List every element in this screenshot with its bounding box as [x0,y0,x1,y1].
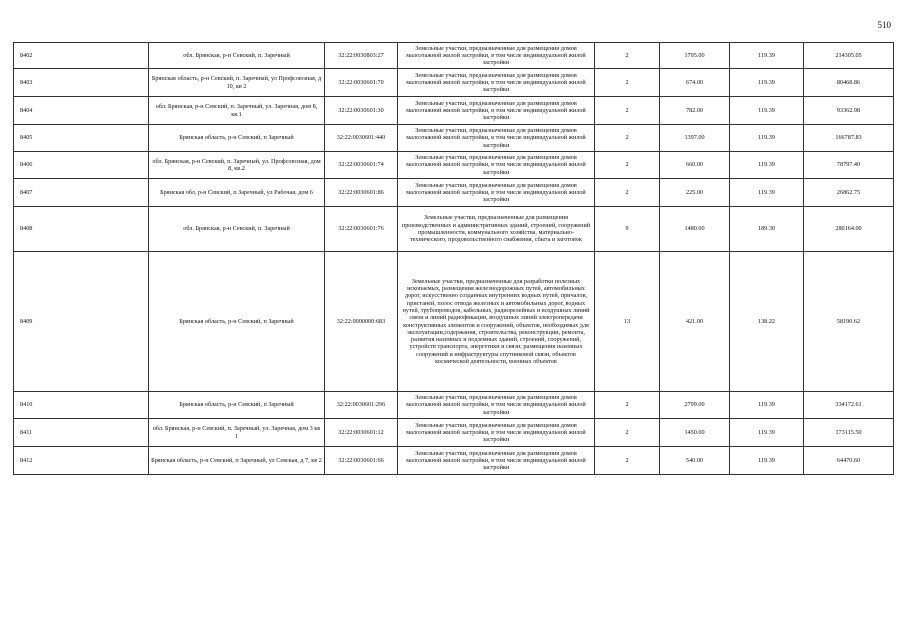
address-cell: обл. Брянская, р-н Севский, п. Заречный [149,43,325,69]
cadastral-number-cell: 32:22:0030601:74 [325,152,398,179]
cadastral-number-cell: 32:22:0030601:66 [325,447,398,475]
table-body [14,43,894,475]
rate-cell: 119.39 [730,69,804,97]
area-cell: 660.00 [660,152,730,179]
cadastral-value-cell: 166787.83 [804,125,894,152]
cadastral-number-cell: 32:22:0030601:70 [325,69,398,97]
row-number-cell: 8408 [14,207,149,252]
row-number-cell: 8407 [14,179,149,207]
cadastral-value-cell: 280164.00 [804,207,894,252]
area-cell: 1480.00 [660,207,730,252]
land-use-cell: Земельные участки, предназначенные для размещения домов малоэтажной жилой застройки, в том числе индивидуальной жилой застройки [398,179,595,207]
row-number-cell: 8403 [14,69,149,97]
area-cell: 1397.00 [660,125,730,152]
rate-cell: 119.39 [730,447,804,475]
cadastral-number-cell: 32:22:0030601:296 [325,392,398,419]
rate-cell: 119.39 [730,97,804,125]
area-cell: 674.00 [660,69,730,97]
address-cell: Брянская область, р-н Севский, п Заречный, ул Севская, д 7, кв 2 [149,447,325,475]
group-cell: 2 [595,419,660,447]
cadastral-value-cell: 80468.86 [804,69,894,97]
rate-cell: 189.30 [730,207,804,252]
area-cell: 1795.00 [660,43,730,69]
land-use-cell: Земельные участки, предназначенные для размещения домов малоэтажной жилой застройки, в том числе индивидуальной жилой застройки [398,43,595,69]
table-row [14,179,894,207]
group-cell: 2 [595,392,660,419]
group-cell: 2 [595,179,660,207]
address-cell: обл. Брянская, р-н Севский, п. Заречный, ул. Заречная, дом 8, кв.1 [149,97,325,125]
table-row [14,43,894,69]
land-use-cell: Земельные участки, предназначенные для размещения домов малоэтажной жилой застройки, в том числе индивидуальной жилой застройки [398,419,595,447]
area-cell: 1450.00 [660,419,730,447]
group-cell: 2 [595,43,660,69]
area-cell: 2799.00 [660,392,730,419]
address-cell: Брянская область, р-н Севский, п Заречный [149,252,325,392]
row-number-cell: 8404 [14,97,149,125]
land-use-cell: Земельные участки, предназначенные для размещения домов малоэтажной жилой застройки, в том числе индивидуальной жилой застройки [398,125,595,152]
group-cell: 9 [595,207,660,252]
cadastral-number-cell: 32:22:0030601:86 [325,179,398,207]
area-cell: 421.00 [660,252,730,392]
cadastral-number-cell: 32:22:0030601:12 [325,419,398,447]
row-number-cell: 8410 [14,392,149,419]
table-row [14,207,894,252]
rate-cell: 119.39 [730,392,804,419]
address-cell: обл. Брянская, р-н Севский, п. Заречный [149,207,325,252]
group-cell: 2 [595,125,660,152]
table-row [14,97,894,125]
land-use-cell: Земельные участки, предназначенные для разработки полезных ископаемых, размещения железнодорожных путей, автомобильных дорог, искусственно созданных внутренних водных путей, причалов, пристаней, полос отвода железных и автомобильных дорог, водных путей, трубопроводов, кабельных, радиорелейных и воздушных линий связи и линий радиофикации, воздушных линий электропередачи конструктивных элементов и сооружений, объектов, необходимых для эксплуатации,содержания, строительства, реконструкции, ремонта, развития наземных и подземных зданий, строений, сооружений, устройств транспорта, энергетики и связи; размещения наземных сооружений и инфраструктуры спутниковой связи, объектов космической деятельности, военных объектов [398,252,595,392]
cadastral-value-cell: 334172.61 [804,392,894,419]
area-cell: 782.00 [660,97,730,125]
cadastral-number-cell: 32:22:0000000:683 [325,252,398,392]
row-number-cell: 8412 [14,447,149,475]
cadastral-value-cell: 26862.75 [804,179,894,207]
cadastral-value-cell: 214305.05 [804,43,894,69]
address-cell: Брянская область, р-н Севский, п Заречный [149,125,325,152]
land-use-cell: Земельные участки, предназначенные для размещения домов малоэтажной жилой застройки, в том числе индивидуальной жилой застройки [398,392,595,419]
area-cell: 540.00 [660,447,730,475]
cadastral-value-cell: 58190.62 [804,252,894,392]
table-row [14,69,894,97]
group-cell: 2 [595,69,660,97]
land-use-cell: Земельные участки, предназначенные для размещения домов малоэтажной жилой застройки, в том числе индивидуальной жилой застройки [398,152,595,179]
land-plot-registry-table [13,42,894,475]
group-cell: 2 [595,97,660,125]
rate-cell: 138.22 [730,252,804,392]
address-cell: Брянская область, р-н Севский, п Заречный [149,392,325,419]
row-number-cell: 8402 [14,43,149,69]
table-row [14,392,894,419]
group-cell: 2 [595,152,660,179]
table-row [14,252,894,392]
cadastral-number-cell: 32:22:0030601:440 [325,125,398,152]
cadastral-value-cell: 78797.40 [804,152,894,179]
rate-cell: 119.39 [730,43,804,69]
table-row [14,447,894,475]
cadastral-number-cell: 32:22:0030601:30 [325,97,398,125]
table-row [14,152,894,179]
rate-cell: 119.39 [730,179,804,207]
page-number: 510 [877,20,891,30]
address-cell: Брянская область, р-н Севский, п. Заречный, ул Профсоюзная, д 10, кв 2 [149,69,325,97]
rate-cell: 119.39 [730,125,804,152]
cadastral-value-cell: 64470.60 [804,447,894,475]
rate-cell: 119.39 [730,152,804,179]
rate-cell: 119.39 [730,419,804,447]
area-cell: 225.00 [660,179,730,207]
address-cell: обл. Брянская, р-н Севский, п. Заречный, ул. Профсоюзная, дом 8, кв.2 [149,152,325,179]
cadastral-value-cell: 93362.98 [804,97,894,125]
row-number-cell: 8406 [14,152,149,179]
group-cell: 2 [595,447,660,475]
address-cell: Брянская обл, р-н Севский, п Заречный, ул Рабочая, дом 6 [149,179,325,207]
table-row [14,125,894,152]
row-number-cell: 8411 [14,419,149,447]
cadastral-number-cell: 32:22:0030803:27 [325,43,398,69]
land-use-cell: Земельные участки, предназначенные для размещения производственных и административных зданий, строений, сооружений промышленности, коммунального хозяйства, материально-технического, продовольственного снабжения, сбыта и заготовок [398,207,595,252]
cadastral-number-cell: 32:22:0030601:76 [325,207,398,252]
address-cell: обл. Брянская, р-н Севский, п. Заречный, ул. Заречная, дом 3 кв 1 [149,419,325,447]
table-row [14,419,894,447]
cadastral-value-cell: 173115.50 [804,419,894,447]
land-use-cell: Земельные участки, предназначенные для размещения домов малоэтажной жилой застройки, в том числе индивидуальной жилой застройки [398,69,595,97]
group-cell: 13 [595,252,660,392]
land-use-cell: Земельные участки, предназначенные для размещения домов малоэтажной жилой застройки, в том числе индивидуальной жилой застройки [398,447,595,475]
row-number-cell: 8405 [14,125,149,152]
row-number-cell: 8409 [14,252,149,392]
land-use-cell: Земельные участки, предназначенные для размещения домов малоэтажной жилой застройки, в том числе индивидуальной жилой застройки [398,97,595,125]
